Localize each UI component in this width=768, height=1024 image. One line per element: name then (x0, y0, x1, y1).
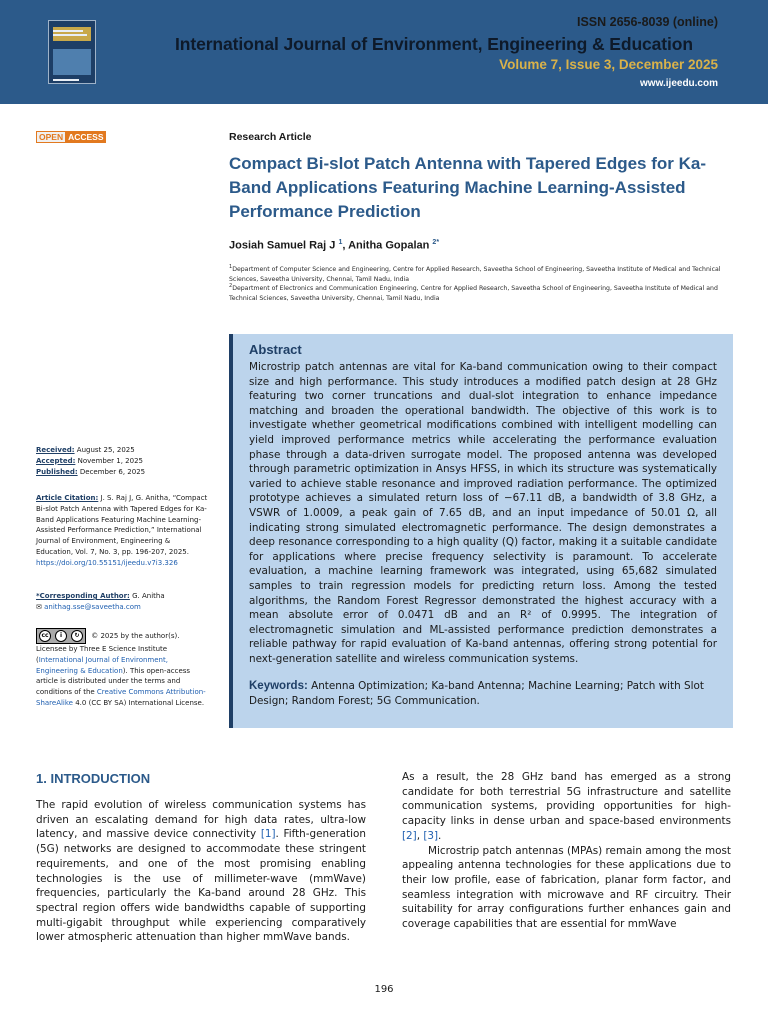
page-number: 196 (374, 984, 394, 995)
keywords-text: Antenna Optimization; Ka-band Antenna; Machine Learning; Patch with Slot Design; Random Forest; 5G Communication. (249, 680, 704, 708)
article-dates: Received: August 25, 2025 Accepted: November 1, 2025 Published: December 6, 2025 (36, 446, 146, 476)
journal-website-link[interactable]: www.ijeedu.com (640, 78, 718, 89)
intro-paragraph-right: As a result, the 28 GHz band has emerged as a strong candidate for both terrestrial 5G infrastructure and satellite communication systems, providing opportunities for high-capacity links in dense urban and space-based environments [2], [3]. Microstrip patch antennas (MPAs) remain among the most appealing antenna technologies for these applications due to their low profile, ease of fabrication, planar form factor, and seamless integration with microwave and RF circuitry. Their suitability for array configurations further enhances gain and coverage capabilities that are essential for mmWave (402, 771, 731, 931)
issn: ISSN 2656-8039 (online) (576, 15, 718, 29)
article-title: Compact Bi-slot Patch Antenna with Tapered Edges for Ka-Band Applications Featuring Machine Learning-Assisted Performance Prediction (229, 154, 706, 221)
cc-sa-icon: ↻ (71, 630, 83, 642)
corresponding-author: *Corresponding Author: G. Anitha ✉ anithag.sse@saveetha.com (36, 592, 165, 611)
doi-link[interactable]: https://doi.org/10.55151/ijeedu.v7i3.326 (36, 558, 178, 567)
open-access-badge: OPEN ACCESS (36, 131, 106, 143)
license-info: cc i ↻ © 2025 by the author(s). Licensee by Three E Science Institute (International Journal of Environment, Engineering & Education). This open-access article is distributed under the terms and conditions of the Creative Commons Attribution-ShareAlike 4.0 (CC BY SA) International License. (36, 628, 208, 709)
intro-paragraph-2: Microstrip patch antennas (MPAs) remain among the most appealing antenna technologies for these applications due to their low profile, ease of fabrication, planar form factor, and seamless integration with microwave and RF circuitry. Their suitability for array configurations further enhances gain and coverage capabilities that are essential for mmWave (402, 844, 731, 931)
article-citation: Article Citation: J. S. Raj J, G. Anitha, “Compact Bi-slot Patch Antenna with Tapered Edges for Ka-Band Applications Featuring Machine Learning-Assisted Performance Prediction,” International Journal of Environment, Engineering & Education, Vol. 7, No. 3, pp. 196-207, 2025. https://doi.org/10.55151/ijeedu.v7i3.326 (36, 494, 208, 567)
author-affiliation-mark: 2* (432, 239, 440, 246)
journal-cover-image (48, 20, 96, 84)
cc-license-link[interactable]: Creative Commons Attribution-ShareAlike (36, 688, 206, 707)
article-type: Research Article (229, 131, 312, 143)
abstract-heading: Abstract (249, 342, 302, 357)
section-heading-introduction: 1. INTRODUCTION (36, 771, 151, 786)
intro-paragraph-left: The rapid evolution of wireless communication systems has driven an escalating demand for high data rates, ultra-low latency, and massive device connectivity [1]. Fifth-generation (5G) networks are designed to accommodate these stringent requirements, and one of the most promising enabling technologies is the use of millimeter-wave (mmWave) frequencies, particularly the Ka-band around 28 GHz. This spectral region offers wide bandwidths capable of supporting multi-gigabit throughput while experiencing comparatively lower atmospheric attenuation than higher mmWave bands. (36, 799, 367, 944)
author-name: Anitha Gopalan (348, 239, 430, 252)
abstract-box (229, 334, 733, 728)
abstract-text: Microstrip patch antennas are vital for Ka-band communication owing to their compact size and high performance. This study introduces a modified patch design at 28 GHz featuring two corner truncations and dual-slot integration to enhance impedance matching and broaden the operational bandwidth. The objective of this work is to investigate whether geometrical modifications combined with intelligent modelling can yield improved performance metrics while accelerating the performance evaluation phase through a data-driven surrogate model. The proposed antenna was developed through parametric optimization in Ansys HFSS, in which its structure was systematically varied to achieve stable resonance and improved radiation performance. The optimized prototype achieves a simulated return loss of −67.11 dB, a bandwidth of 3.8 GHz, a VSWR of 1.0009, a peak gain of 7.65 dB, and an input impedance of 50.01 Ω, all indicating strong simulated electromagnetic performance. The design demonstrates a deep resonance corresponding to a high quality (Q) factor, making it a suitable candidate for applications where precise frequency selectivity is paramount. To accelerate evaluation, a machine learning framework was integrated, using 65,682 simulated samples to train regression models for predicting return loss. Among the tested algorithms, the Random Forest Regressor demonstrated the highest accuracy with a mean absolute error of 0.0471 dB and an R² of 0.9995. The integration of electromagnetic simulation and ML-assisted performance prediction demonstrates a reliable pathway for rapid evaluation of Ka-band antennas, offering strong potential for next-generation satellite and wireless communication systems. (249, 361, 717, 665)
affiliation-2: $^2$Department of Electronics and Communication Engineering, Centre for Applied Research, Saveetha School of Engineering, Saveetha Institute of Medical and Technical Sciences, Saveetha University, Chennai, Tamil Nadu, India (229, 283, 718, 302)
citation-link[interactable]: [3] (423, 829, 439, 842)
author-affiliation-mark: 1 (338, 239, 343, 246)
citation-link[interactable]: [1] (260, 828, 276, 841)
author-email-link[interactable]: anithag.sse@saveetha.com (44, 602, 141, 611)
cc-by-icon: i (55, 630, 67, 642)
cc-logo-icon: cc (39, 630, 51, 642)
author-name: Josiah Samuel Raj J (229, 239, 336, 252)
journal-title: International Journal of Environment, Engineering & Education (175, 34, 693, 54)
keywords-label: Keywords: (249, 680, 308, 693)
affiliation-1: $^1$Department of Computer Science and Engineering, Centre for Applied Research, Saveetha School of Engineering, Saveetha Institute of Medical and Technical Sciences, Saveetha University, Chennai, Tamil Nadu, India (229, 264, 721, 283)
cc-license-icon[interactable] (36, 628, 86, 644)
journal-header (0, 0, 768, 104)
author-list: Josiah Samuel Raj J $^1$, Anitha Gopalan $^{2*}$ (229, 239, 440, 252)
journal-volume: Volume 7, Issue 3, December 2025 (499, 57, 718, 72)
email-icon: ✉ (36, 602, 42, 611)
journal-link[interactable]: International Journal of Environment, Engineering & Education (36, 655, 168, 675)
keywords (249, 679, 717, 708)
citation-link[interactable]: [2] (402, 829, 417, 842)
